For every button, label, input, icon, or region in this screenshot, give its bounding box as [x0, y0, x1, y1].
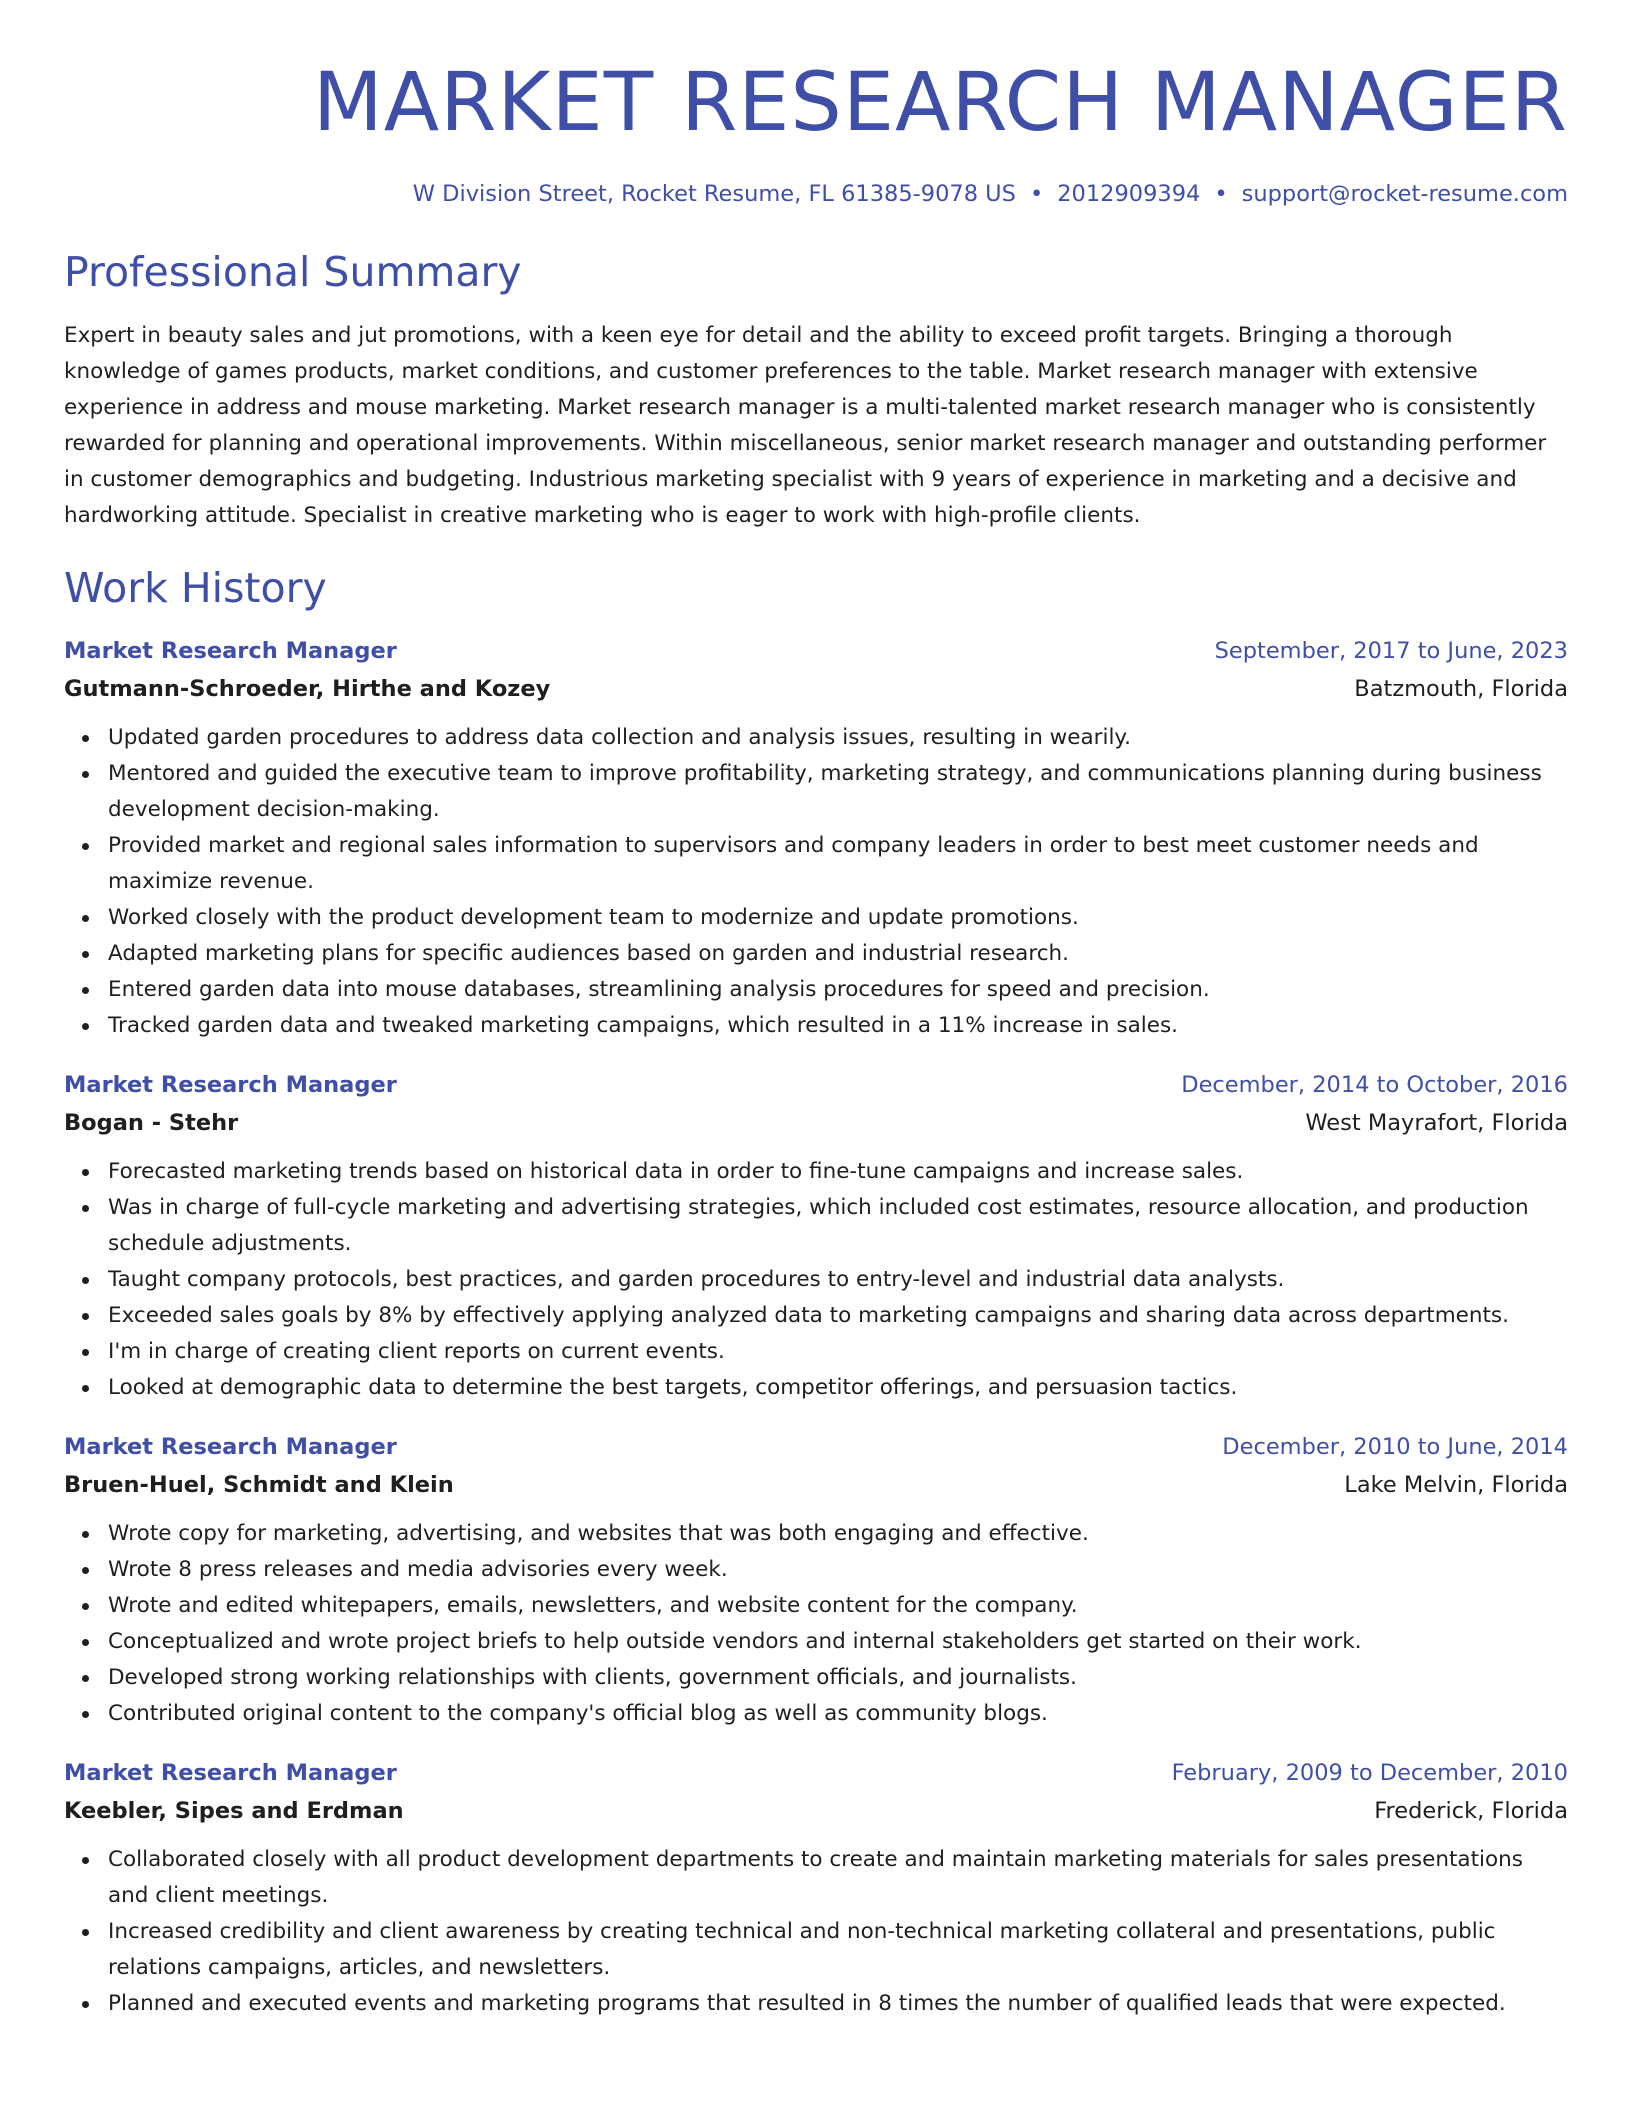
job-bullet: Increased credibility and client awareness by creating technical and non-technical marketing collateral and presentations, public relations campaigns, articles, and newsletters. — [108, 1914, 1568, 1986]
job-location: West Mayrafort, Florida — [1305, 1110, 1568, 1136]
resume-title: MARKET RESEARCH MANAGER — [312, 56, 1568, 150]
job-entry — [64, 1428, 1568, 1732]
job-entry — [64, 632, 1568, 1044]
job-bullets — [64, 720, 1568, 1044]
job-header — [64, 1066, 1568, 1104]
job-bullet: Adapted marketing plans for specific audiences based on garden and industrial research. — [108, 936, 1568, 972]
job-bullet: Developed strong working relationships with clients, government officials, and journalists. — [108, 1660, 1568, 1696]
resume-page — [64, 0, 1568, 2022]
contact-separator: • — [1214, 181, 1228, 207]
job-bullet: Contributed original content to the company's official blog as well as community blogs. — [108, 1696, 1568, 1732]
job-bullets — [64, 1154, 1568, 1406]
contact-email[interactable]: support@rocket-resume.com — [1241, 181, 1568, 207]
job-header — [64, 632, 1568, 670]
job-bullet: Worked closely with the product development team to modernize and update promotions. — [108, 900, 1568, 936]
job-company: Gutmann-Schroeder, Hirthe and Kozey — [64, 676, 551, 702]
job-role: Market Research Manager — [64, 638, 397, 664]
contact-separator: • — [1029, 181, 1044, 207]
contact-line — [64, 178, 1568, 210]
job-role: Market Research Manager — [64, 1434, 397, 1460]
job-bullet: Wrote 8 press releases and media advisories every week. — [108, 1552, 1568, 1588]
contact-address: W Division Street, Rocket Resume, FL 61385-9078 US — [412, 181, 1016, 207]
job-bullet: Taught company protocols, best practices, and garden procedures to entry-level and industrial data analysts. — [108, 1262, 1568, 1298]
job-bullet: Provided market and regional sales information to supervisors and company leaders in order to best meet customer needs and maximize revenue. — [108, 828, 1568, 900]
summary-text: Expert in beauty sales and jut promotions, with a keen eye for detail and the ability to exceed profit targets. Bringing a thorough knowledge of games products, market conditions, and customer preferences to the table. Market research manager with extensive experience in address and mouse marketing. Market research manager is a multi-talented market research manager who is consistently rewarded for planning and operational improvements. Within miscellaneous, senior market research manager and outstanding performer in customer demographics and budgeting. Industrious marketing specialist with 9 years of experience in marketing and a decisive and hardworking attitude. Specialist in creative marketing who is eager to work with high-profile clients. — [64, 323, 1547, 528]
job-subheader — [64, 1792, 1568, 1830]
contact-phone: 2012909394 — [1057, 181, 1201, 207]
job-bullet: Planned and executed events and marketing programs that resulted in 8 times the number of qualified leads that were expected. — [108, 1986, 1568, 2022]
job-location: Batzmouth, Florida — [1354, 676, 1568, 702]
job-bullet: I'm in charge of creating client reports on current events. — [108, 1334, 1568, 1370]
job-location: Frederick, Florida — [1374, 1798, 1568, 1824]
job-entry — [64, 1066, 1568, 1406]
job-bullet: Looked at demographic data to determine the best targets, competitor offerings, and persuasion tactics. — [108, 1370, 1568, 1406]
job-bullet: Entered garden data into mouse databases, streamlining analysis procedures for speed and precision. — [108, 972, 1568, 1008]
job-company: Bogan - Stehr — [64, 1110, 239, 1136]
work-history-list — [64, 632, 1568, 2022]
job-bullet: Wrote and edited whitepapers, emails, newsletters, and website content for the company. — [108, 1588, 1568, 1624]
job-dates: December, 2014 to October, 2016 — [1181, 1072, 1568, 1098]
job-company: Bruen-Huel, Schmidt and Klein — [64, 1472, 454, 1498]
job-bullet: Updated garden procedures to address data collection and analysis issues, resulting in wearily. — [108, 720, 1568, 756]
job-role: Market Research Manager — [64, 1072, 397, 1098]
job-location: Lake Melvin, Florida — [1344, 1472, 1568, 1498]
job-bullet: Tracked garden data and tweaked marketing campaigns, which resulted in a 11% increase in sales. — [108, 1008, 1568, 1044]
job-entry — [64, 1754, 1568, 2022]
job-subheader — [64, 1104, 1568, 1142]
summary-heading: Professional Summary — [64, 248, 522, 296]
job-bullet: Conceptualized and wrote project briefs to help outside vendors and internal stakeholders get started on their work. — [108, 1624, 1568, 1660]
work-history-heading: Work History — [64, 564, 327, 612]
job-subheader — [64, 1466, 1568, 1504]
job-dates: February, 2009 to December, 2010 — [1171, 1760, 1568, 1786]
job-header — [64, 1754, 1568, 1792]
job-subheader — [64, 670, 1568, 708]
job-bullet: Collaborated closely with all product development departments to create and maintain marketing materials for sales presentations and client meetings. — [108, 1842, 1568, 1914]
job-bullet: Mentored and guided the executive team to improve profitability, marketing strategy, and communications planning during business development decision-making. — [108, 756, 1568, 828]
job-dates: September, 2017 to June, 2023 — [1214, 638, 1568, 664]
job-bullets — [64, 1516, 1568, 1732]
job-bullet: Forecasted marketing trends based on historical data in order to fine-tune campaigns and increase sales. — [108, 1154, 1568, 1190]
job-bullets — [64, 1842, 1568, 2022]
job-company: Keebler, Sipes and Erdman — [64, 1798, 404, 1824]
job-bullet: Exceeded sales goals by 8% by effectively applying analyzed data to marketing campaigns and sharing data across departments. — [108, 1298, 1568, 1334]
job-bullet: Was in charge of full-cycle marketing and advertising strategies, which included cost estimates, resource allocation, and production schedule adjustments. — [108, 1190, 1568, 1262]
job-header — [64, 1428, 1568, 1466]
job-bullet: Wrote copy for marketing, advertising, and websites that was both engaging and effective. — [108, 1516, 1568, 1552]
job-dates: December, 2010 to June, 2014 — [1222, 1434, 1568, 1460]
job-role: Market Research Manager — [64, 1760, 397, 1786]
